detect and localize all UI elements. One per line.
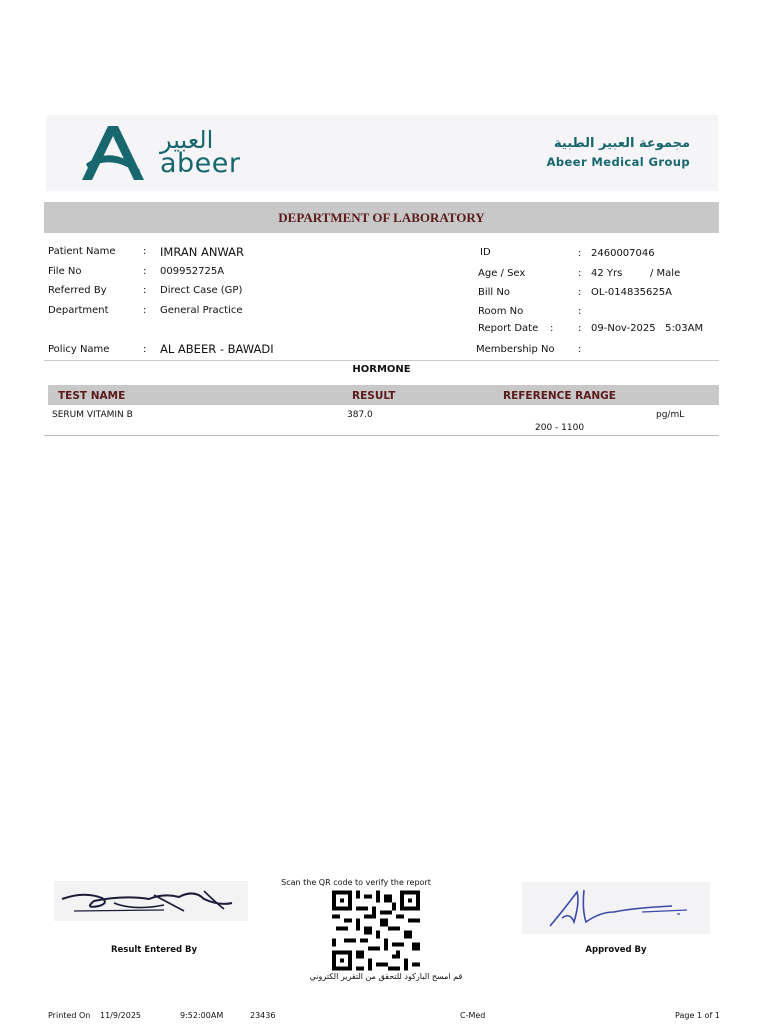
scan-instruction-arabic: قم امسح الباركود للتحقق من التقرير الكتروني: [309, 972, 463, 981]
colon: :: [578, 344, 582, 355]
colon: :: [143, 305, 147, 316]
abeer-logo-icon: [78, 124, 148, 182]
bill-no-label: Bill No: [478, 287, 510, 298]
printed-code: 23436: [250, 1011, 276, 1020]
patient-name-value: IMRAN ANWAR: [160, 245, 245, 259]
patient-name-label: Patient Name: [48, 246, 116, 257]
signature-entered-by: [54, 881, 248, 921]
printed-time: 9:52:00AM: [180, 1011, 224, 1020]
result-cell: 387.0: [347, 410, 373, 420]
reference-range-header: REFERENCE RANGE: [503, 390, 616, 402]
age-value: 42 Yrs: [591, 268, 623, 279]
result-header: RESULT: [352, 390, 396, 402]
divider: [44, 435, 719, 436]
colon: :: [578, 268, 582, 279]
signature-approved-by: [522, 882, 710, 934]
room-no-label: Room No: [478, 306, 524, 317]
printed-date: 11/9/2025: [100, 1011, 142, 1020]
reference-range-cell: 200 - 1100: [535, 423, 585, 433]
divider: [44, 360, 719, 361]
file-no-label: File No: [48, 266, 82, 277]
department-value: General Practice: [160, 305, 243, 316]
colon: :: [143, 246, 147, 257]
signature-icon: [54, 881, 248, 921]
test-name-cell: SERUM VITAMIN B: [52, 410, 133, 420]
membership-no-label: Membership No: [476, 344, 555, 355]
logo-arabic-text: العبير: [160, 126, 214, 154]
colon: :: [578, 287, 582, 298]
age-sex-label: Age / Sex: [478, 268, 526, 279]
test-name-header: TEST NAME: [58, 390, 126, 402]
policy-name-value: AL ABEER - BAWADI: [160, 342, 274, 356]
qr-code-icon: [332, 890, 420, 971]
colon: :: [578, 306, 582, 317]
report-date-value: 09-Nov-2025 5:03AM: [591, 323, 704, 334]
group-name-arabic: مجموعة العبير الطبية: [554, 136, 690, 151]
sex-value: / Male: [650, 268, 681, 279]
colon: :: [578, 323, 582, 334]
id-label: ID: [480, 247, 491, 258]
report-date-label: Report Date: [478, 323, 539, 334]
colon: :: [143, 266, 147, 277]
system-name: C-Med: [460, 1011, 486, 1020]
colon: :: [143, 344, 147, 355]
printed-on-label: Printed On: [48, 1011, 91, 1020]
bill-no-value: OL-014835625A: [591, 287, 672, 298]
section-title: HORMONE: [352, 364, 411, 375]
id-value: 2460007046: [591, 248, 655, 259]
referred-by-value: Direct Case (GP): [160, 285, 243, 296]
policy-name-label: Policy Name: [48, 344, 110, 355]
department-label: Department: [48, 305, 109, 316]
colon: :: [143, 285, 147, 296]
colon: :: [578, 248, 582, 259]
logo-english-text: abeer: [160, 148, 241, 179]
unit-cell: pg/mL: [656, 410, 685, 420]
department-title: DEPARTMENT OF LABORATORY: [278, 210, 485, 225]
scan-instruction: Scan the QR code to verify the report: [281, 878, 431, 887]
group-name-english: Abeer Medical Group: [546, 155, 690, 169]
signature-icon: [522, 882, 710, 934]
page-number: Page 1 of 1: [675, 1011, 720, 1020]
referred-by-label: Referred By: [48, 285, 107, 296]
colon: :: [550, 323, 554, 334]
result-entered-by-label: Result Entered By: [110, 945, 198, 955]
file-no-value: 009952725A: [160, 266, 225, 277]
approved-by-label: Approved By: [585, 945, 647, 955]
